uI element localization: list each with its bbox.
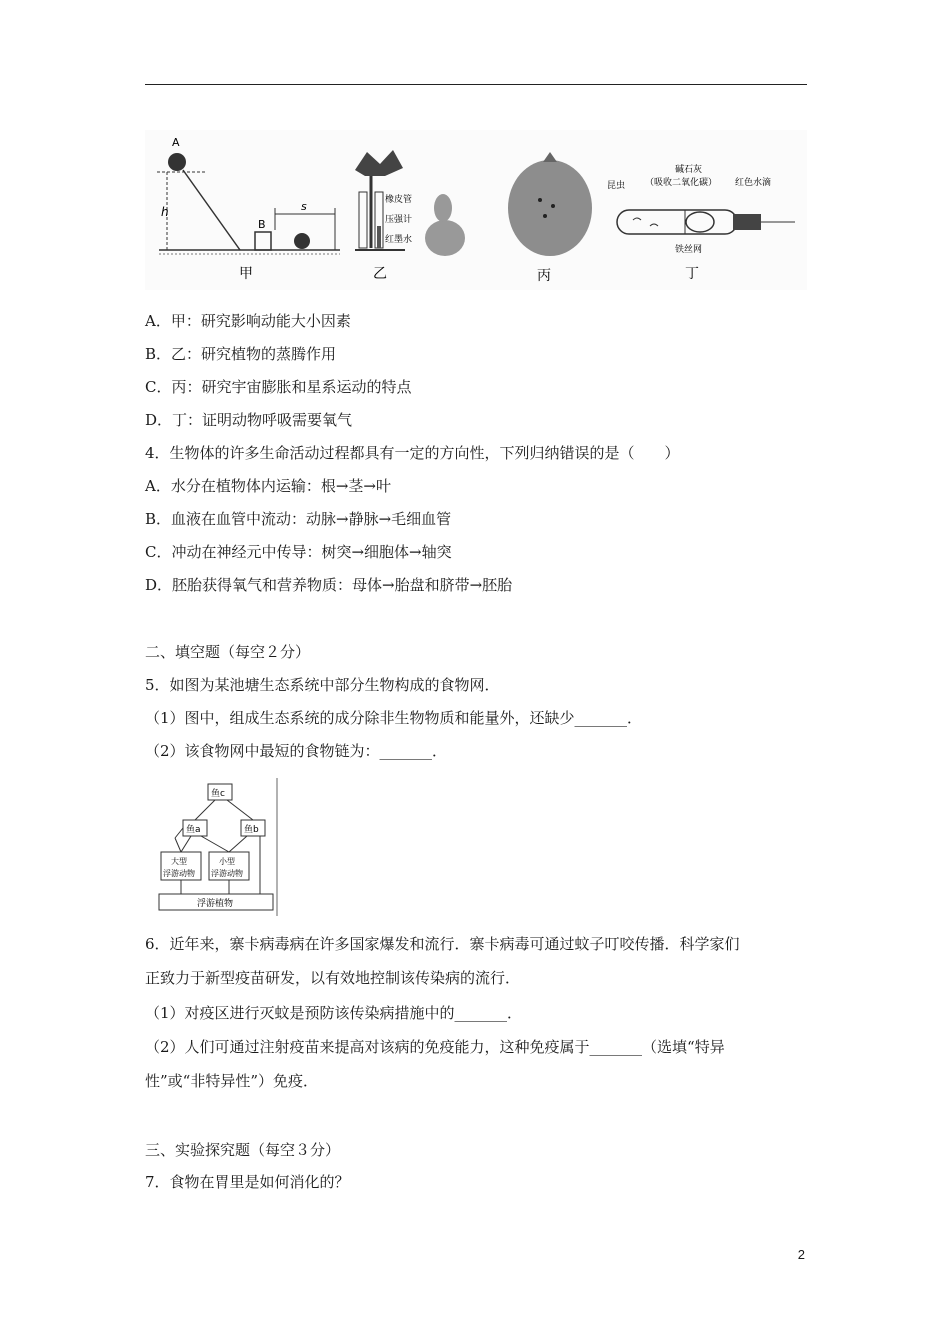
label-red-drop: 红色水滴 bbox=[735, 178, 772, 188]
experiment-figure bbox=[145, 130, 807, 290]
page-number: 2 bbox=[797, 1247, 805, 1262]
label-yi: 乙 bbox=[373, 266, 387, 282]
label-bing: 丙 bbox=[537, 268, 551, 284]
label-a: A bbox=[172, 136, 180, 149]
food-web-big-zoo-1: 大型 bbox=[171, 857, 187, 866]
label-absorb-co2: （吸收二氧化碳） bbox=[645, 178, 718, 188]
label-h: h bbox=[161, 205, 169, 219]
q3-option-a: A．甲：研究影响动能大小因素 bbox=[145, 312, 351, 330]
q6-sub2a: （2）人们可通过注射疫苗来提高对该病的免疫能力，这种免疫属于_______（选填“特异 bbox=[145, 1038, 725, 1056]
food-web-diagram bbox=[155, 778, 280, 916]
header-rule bbox=[145, 84, 807, 85]
food-web-big-zoo-2: 浮游动物 bbox=[163, 869, 195, 878]
label-wire-mesh: 铁丝网 bbox=[675, 245, 703, 255]
food-web-plankton-plant: 浮游植物 bbox=[197, 899, 234, 909]
q7-stem: 7．食物在胃里是如何消化的？ bbox=[145, 1173, 350, 1191]
food-web-fish-a: 鱼a bbox=[186, 825, 201, 835]
q6-line2: 正致力于新型疫苗研发，以有效地控制该传染病的流行． bbox=[145, 969, 521, 987]
food-web-fish-c: 鱼c bbox=[211, 789, 225, 799]
section3-title: 三、实验探究题（每空３分） bbox=[145, 1141, 341, 1159]
q6-sub1: （1）对疫区进行灭蚊是预防该传染病措施中的_______． bbox=[145, 1004, 523, 1022]
food-web-fish-b: 鱼b bbox=[244, 825, 259, 835]
q5-sub1: （1）图中，组成生态系统的成分除非生物物质和能量外，还缺少_______． bbox=[145, 709, 643, 727]
label-rubber-tube: 橡皮管 bbox=[385, 195, 413, 205]
q6-line1: 6．近年来，寨卡病毒病在许多国家爆发和流行．寨卡病毒可通过蚊子叮咬传播．科学家们 bbox=[145, 935, 740, 953]
q5-sub2: （2）该食物网中最短的食物链为：_______． bbox=[145, 742, 448, 760]
q3-option-b: B．乙：研究植物的蒸腾作用 bbox=[145, 345, 337, 363]
label-insect: 昆虫 bbox=[607, 181, 626, 191]
q3-option-c: C．丙：研究宇宙膨胀和星系运动的特点 bbox=[145, 378, 412, 396]
label-soda-lime: 碱石灰 bbox=[675, 165, 703, 175]
food-web-small-zoo-2: 浮游动物 bbox=[211, 869, 243, 878]
q3-option-d: D．丁：证明动物呼吸需要氧气 bbox=[145, 411, 353, 429]
food-web-small-zoo-1: 小型 bbox=[219, 857, 235, 866]
q6-sub2b: 性”或“非特异性”）免疫． bbox=[145, 1072, 319, 1090]
section2-title: 二、填空题（每空２分） bbox=[145, 643, 311, 661]
label-red-ink: 红墨水 bbox=[385, 235, 413, 245]
q4-option-c: C．冲动在神经元中传导：树突→细胞体→轴突 bbox=[145, 543, 452, 561]
label-b: B bbox=[258, 218, 266, 231]
label-jia: 甲 bbox=[239, 266, 253, 282]
q4-option-d: D．胚胎获得氧气和营养物质：母体→胎盘和脐带→胚胎 bbox=[145, 576, 513, 594]
q4-option-b: B．血液在血管中流动：动脉→静脉→毛细血管 bbox=[145, 510, 452, 528]
label-pressure-gauge: 压强计 bbox=[385, 215, 413, 225]
q4-option-a: A．水分在植物体内运输：根→茎→叶 bbox=[145, 477, 391, 495]
label-s: s bbox=[301, 200, 307, 213]
q5-stem: 5．如图为某池塘生态系统中部分生物构成的食物网． bbox=[145, 676, 500, 694]
q4-stem: 4．生物体的许多生命活动过程都具有一定的方向性，下列归纳错误的是（ ） bbox=[145, 444, 680, 462]
label-ding: 丁 bbox=[685, 266, 699, 282]
